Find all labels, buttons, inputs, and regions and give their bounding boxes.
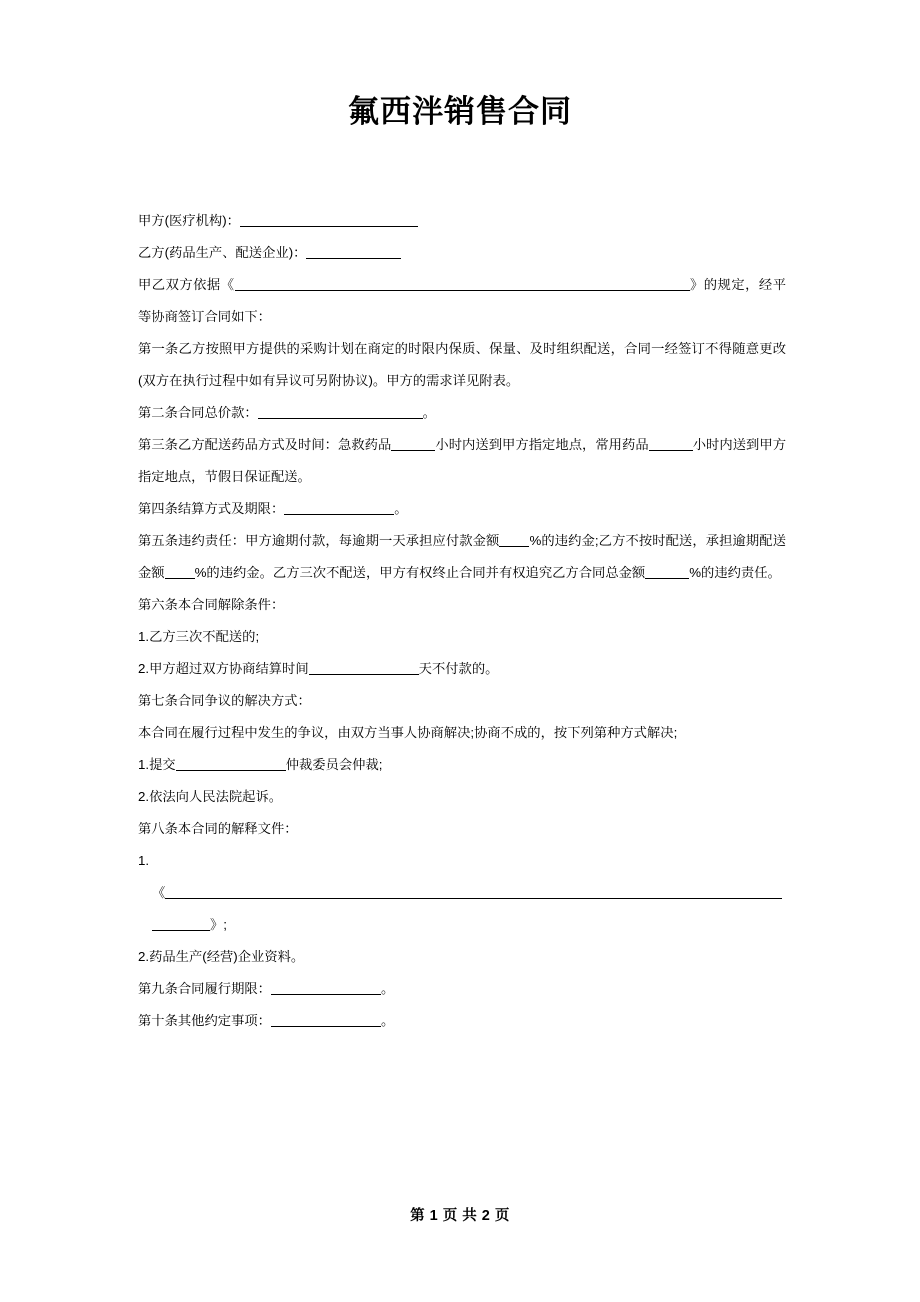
clause-6-item-2 xyxy=(138,653,786,685)
clause-5 xyxy=(138,525,786,589)
clause-6-item-2-prefix: 2.甲方超过双方协商结算时间 xyxy=(138,661,309,676)
clause-3-blank-2[interactable] xyxy=(649,436,693,451)
clause-4-suffix: 。 xyxy=(394,501,408,516)
clause-2-blank[interactable] xyxy=(258,404,423,419)
page-title: 氟西泮销售合同 xyxy=(348,94,572,129)
contract-body xyxy=(138,205,786,1037)
clause-10-prefix: 第十条其他约定事项： xyxy=(138,1013,271,1028)
party-a-line xyxy=(138,205,786,237)
clause-2 xyxy=(138,397,786,429)
clause-7-item-1-blank[interactable] xyxy=(176,756,286,771)
clause-4-prefix: 第四条结算方式及期限： xyxy=(138,501,285,516)
clause-4-blank[interactable] xyxy=(284,500,394,515)
clause-8-doc-blank-line-2 xyxy=(138,909,786,941)
legal-basis-blank[interactable] xyxy=(235,276,690,291)
party-b-line xyxy=(138,237,786,269)
clause-3-suffix: 小时内送到甲方指定地点，节假日保证配送。 xyxy=(138,437,787,484)
clause-6: 第六条本合同解除条件： xyxy=(138,597,285,612)
legal-basis-suffix: 》的规定，经平等协商签订合同如下： xyxy=(138,277,786,324)
clause-8-quote-close: 》; xyxy=(210,917,227,932)
clause-9-suffix: 。 xyxy=(380,981,395,996)
clause-9-blank[interactable] xyxy=(271,980,381,995)
clause-8-blank-2[interactable] xyxy=(152,916,210,931)
party-b-label: 乙方(药品生产、配送企业)： xyxy=(138,245,307,260)
clause-3-middle: 小时内送到甲方指定地点，常用药品 xyxy=(435,437,649,452)
clause-7-item-1 xyxy=(138,749,786,781)
clause-5-blank-2[interactable] xyxy=(165,564,195,579)
clause-5-blank-3[interactable] xyxy=(645,564,689,579)
clause-10 xyxy=(138,1005,786,1037)
party-b-blank[interactable] xyxy=(306,244,401,259)
clause-3-prefix: 第三条乙方配送药品方式及时间：急救药品 xyxy=(138,437,392,452)
party-a-label: 甲方(医疗机构)： xyxy=(138,213,240,228)
clause-3-blank-1[interactable] xyxy=(391,436,435,451)
clause-8: 第八条本合同的解释文件： xyxy=(138,821,298,836)
clause-6-item-1: 1.乙方三次不配送的; xyxy=(138,629,260,644)
clause-8-item-2: 2.药品生产(经营)企业资料。 xyxy=(138,949,305,964)
clause-3 xyxy=(138,429,786,493)
legal-basis-prefix: 甲乙双方依据《 xyxy=(138,277,235,292)
clause-4 xyxy=(138,493,786,525)
clause-7-body: 本合同在履行过程中发生的争议，由双方当事人协商解决;协商不成的，按下列第种方式解决; xyxy=(138,725,678,740)
clause-5-part-b: %的违约金;乙方不按时配送，承担逾期配送金额 xyxy=(138,533,786,580)
clause-1: 第一条乙方按照甲方提供的采购计划在商定的时限内保质、保量、及时组织配送，合同一经签订不得随意更改(双方在执行过程中如有异议可另附协议)。甲方的需求详见附表。 xyxy=(138,341,786,388)
legal-basis-line xyxy=(138,269,786,333)
clause-8-blank-1[interactable] xyxy=(165,884,782,899)
clause-6-item-2-blank[interactable] xyxy=(309,660,419,675)
clause-6-item-2-suffix: 天不付款的。 xyxy=(418,661,499,676)
clause-5-blank-1[interactable] xyxy=(499,532,529,547)
clause-2-prefix: 第二条合同总价款： xyxy=(138,405,258,420)
clause-10-blank[interactable] xyxy=(271,1012,381,1027)
clause-8-item-1: 1. xyxy=(138,853,150,868)
clause-7-item-1-suffix: 仲裁委员会仲裁; xyxy=(285,757,383,772)
party-a-blank[interactable] xyxy=(240,212,418,227)
clause-9 xyxy=(138,973,786,1005)
clause-7-item-1-prefix: 1.提交 xyxy=(138,757,176,772)
clause-7-item-2: 2.依法向人民法院起诉。 xyxy=(138,789,283,804)
clause-5-part-d: %的违约责任。 xyxy=(689,565,781,580)
clause-9-prefix: 第九条合同履行期限： xyxy=(138,981,271,996)
clause-10-suffix: 。 xyxy=(380,1013,395,1028)
clause-7: 第七条合同争议的解决方式： xyxy=(138,693,311,708)
clause-5-part-c: %的违约金。乙方三次不配送，甲方有权终止合同并有权追究乙方合同总金额 xyxy=(194,565,646,580)
clause-8-doc-blank-line-1 xyxy=(138,877,786,909)
page-footer: 第 1 页 共 2 页 xyxy=(410,1208,510,1224)
clause-2-suffix: 。 xyxy=(422,405,436,420)
clause-5-part-a: 第五条违约责任：甲方逾期付款，每逾期一天承担应付款金额 xyxy=(138,533,500,548)
clause-8-quote-open: 《 xyxy=(152,885,166,900)
